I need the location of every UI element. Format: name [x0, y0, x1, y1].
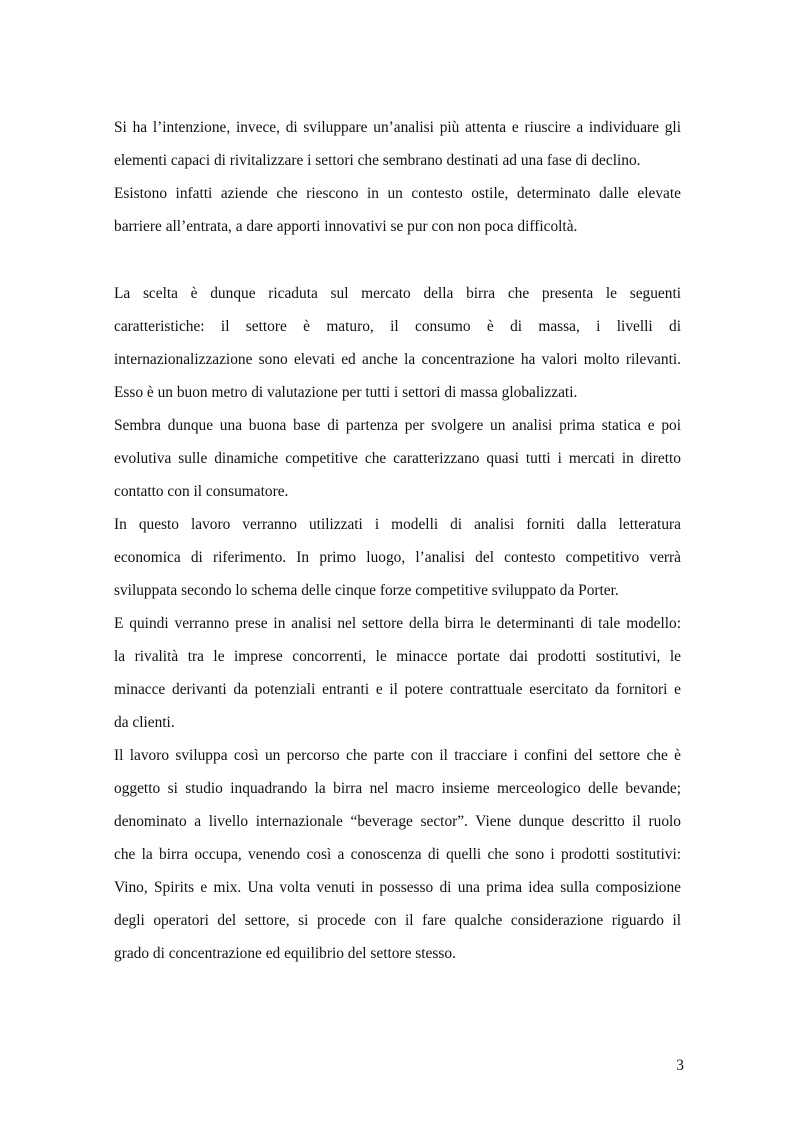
text-line: caratteristiche: il settore è maturo, il consumo è di massa, i livelli di [114, 318, 681, 335]
text-line: grado di concentrazione ed equilibrio del settore stesso. [114, 945, 456, 962]
text-line: La scelta è dunque ricaduta sul mercato della birra che presenta le seguenti [114, 285, 681, 302]
text-line: che la birra occupa, venendo così a conoscenza di quelli che sono i prodotti sostitutivi: [114, 846, 681, 863]
page-number: 3 [676, 1057, 684, 1074]
text-line: denominato a livello internazionale “beverage sector”. Viene dunque descritto il ruolo [114, 813, 681, 830]
text-line: la rivalità tra le imprese concorrenti, le minacce portate dai prodotti sostitutivi, le [114, 648, 681, 665]
text-line: Si ha l’intenzione, invece, di sviluppare un’analisi più attenta e riuscire a individuare gli [114, 119, 681, 136]
text-line: Sembra dunque una buona base di partenza per svolgere un analisi prima statica e poi [114, 417, 681, 434]
paragraph-body [114, 111, 681, 243]
text-line: economica di riferimento. In primo luogo, l’analisi del contesto competitivo verrà [114, 549, 681, 566]
text-line: evolutiva sulle dinamiche competitive che caratterizzano quasi tutti i mercati in diretto [114, 450, 681, 467]
text-line: In questo lavoro verranno utilizzati i modelli di analisi forniti dalla letteratura [114, 516, 681, 533]
text-line: Vino, Spirits e mix. Una volta venuti in possesso di una prima idea sulla composizione [114, 879, 681, 896]
paragraph-market-choice [114, 277, 681, 970]
text-line: contatto con il consumatore. [114, 483, 289, 500]
text-line: oggetto si studio inquadrando la birra nel macro insieme merceologico delle bevande; [114, 780, 681, 797]
text-line: sviluppata secondo lo schema delle cinque forze competitive sviluppato da Porter. [114, 582, 619, 599]
paragraph-body [114, 277, 681, 970]
paragraph-intent [114, 111, 681, 243]
text-line: Il lavoro sviluppa così un percorso che parte con il tracciare i confini del settore che è [114, 747, 681, 764]
text-line: internazionalizzazione sono elevati ed anche la concentrazione ha valori molto rilevanti. [114, 351, 681, 368]
text-line: E quindi verranno prese in analisi nel settore della birra le determinanti di tale modello: [114, 615, 681, 632]
text-line: elementi capaci di rivitalizzare i settori che sembrano destinati ad una fase di declino. [114, 152, 641, 169]
text-line: degli operatori del settore, si procede con il fare qualche considerazione riguardo il [114, 912, 681, 929]
text-line: da clienti. [114, 714, 175, 731]
text-line: Esso è un buon metro di valutazione per tutti i settori di massa globalizzati. [114, 384, 578, 401]
text-line: barriere all’entrata, a dare apporti innovativi se pur con non poca difficoltà. [114, 218, 578, 235]
text-line: Esistono infatti aziende che riescono in un contesto ostile, determinato dalle elevate [114, 185, 681, 202]
text-line: minacce derivanti da potenziali entranti e il potere contrattuale esercitato da fornitori e [114, 681, 681, 698]
